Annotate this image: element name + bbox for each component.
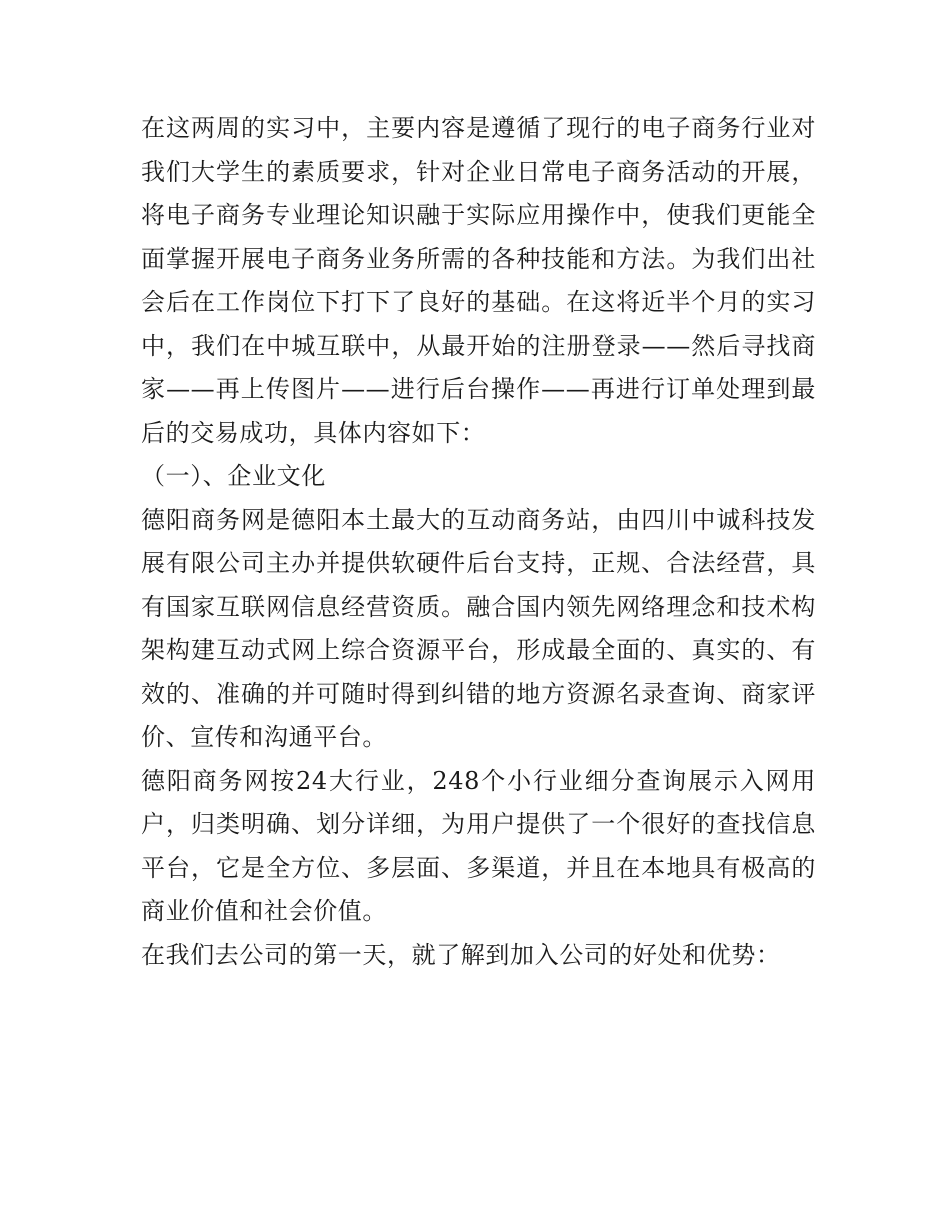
paragraph-company-intro: 德阳商务网是德阳本土最大的互动商务站，由四川中诚科技发展有限公司主办并提供软硬件后台支持，正规、合法经营，具有国家互联网信息经营资质。融合国内领先网络理念和技术构架构建互动式网上综合资源平台，形成最全面的、真实的、有效的、准确的并可随时得到纠错的地方资源名录查询、商家评价、宣传和沟通平台。 <box>141 505 816 751</box>
paragraph-internship-summary: 在这两周的实习中，主要内容是遵循了现行的电子商务行业对我们大学生的素质要求，针对企业日常电子商务活动的开展，将电子商务专业理论知识融于实际应用操作中，使我们更能全面掌握开展电子商务业务所需的各种技能和方法。为我们出社会后在工作岗位下打下了良好的基础。在这将近半个月的实习中，我们在中城互联中，从最开始的注册登录——然后寻找商家——再上传图片——进行后台操作——再进行订单处理到最后的交易成功，具体内容如下： <box>141 114 816 447</box>
paragraph-first-day: 在我们去公司的第一天，就了解到加入公司的好处和优势： <box>141 940 781 969</box>
document-body <box>141 107 816 977</box>
paragraph-industry-categories: 德阳商务网按24大行业，248个小行业细分查询展示入网用户，归类明确、划分详细，为用户提供了一个很好的查找信息平台，它是全方位、多层面、多渠道，并且在本地具有极高的商业价值和社会价值。 <box>141 766 816 925</box>
section-heading-company-culture: （一）、企业文化 <box>141 462 326 490</box>
